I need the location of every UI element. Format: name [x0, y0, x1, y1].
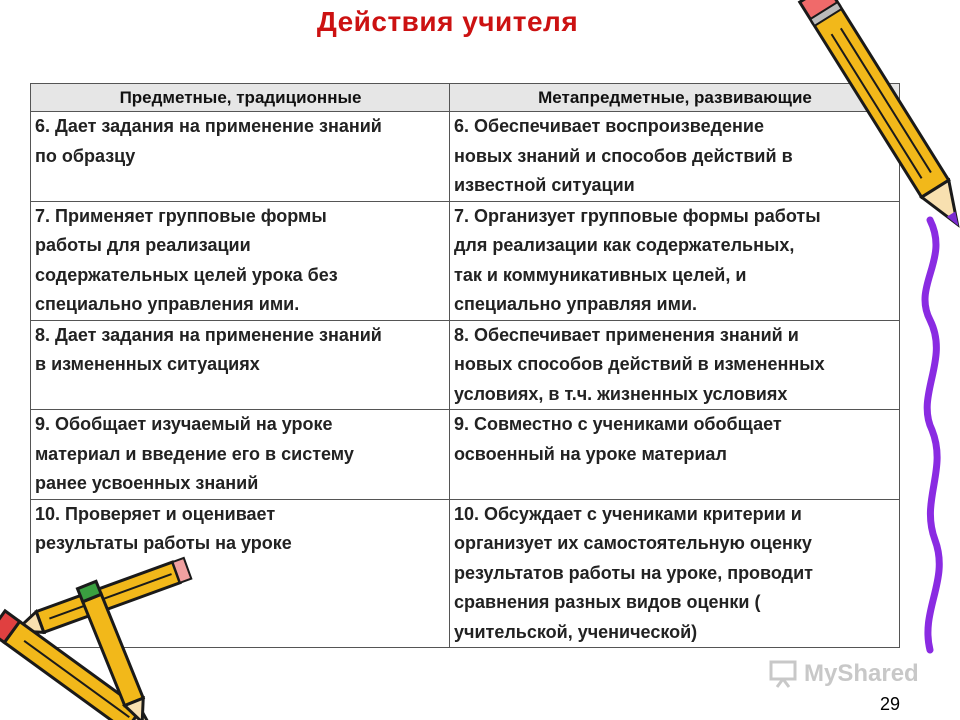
cell-text-line: 9. Совместно с учениками обобщает: [454, 414, 782, 434]
cell-text-line: работы для реализации: [35, 235, 251, 255]
myshared-logo: [768, 656, 919, 692]
cell-subject-action: [31, 410, 450, 500]
cell-metasubject-action: [450, 410, 900, 500]
cell-text-line: ранее усвоенных знаний: [35, 473, 259, 493]
cell-text-line: 7. Организует групповые формы работы: [454, 205, 821, 226]
cell-text-line: организует их самостоятельную оценку: [454, 533, 812, 553]
cell-text-line: 8. Обеспечивает применения знаний и: [454, 324, 799, 345]
cell-subject-action: [31, 320, 450, 410]
cell-text-line: 7. Применяет групповые формы: [35, 205, 327, 226]
table-row: [31, 112, 900, 202]
cell-subject-action: [31, 499, 450, 648]
cell-text-line: учительской, ученической): [454, 621, 698, 642]
cell-text-line: специально управляя ими.: [454, 294, 698, 314]
cell-text-line: сравнения разных видов оценки (: [454, 592, 761, 612]
cell-text-line: 9. Обобщает изучаемый на уроке: [35, 414, 333, 434]
cell-text-line: материал и введение его в систему: [35, 443, 354, 464]
cell-text-line: содержательных целей урока без: [35, 264, 338, 285]
cell-metasubject-action: [450, 201, 900, 320]
cell-text-line: результатов работы на уроке, проводит: [454, 562, 813, 583]
cell-subject-action: [31, 201, 450, 320]
cell-text-line: новых способов действий в измененных: [454, 354, 825, 374]
table-row: [31, 499, 900, 648]
cell-subject-action: [31, 112, 450, 202]
cell-metasubject-action: [450, 112, 900, 202]
page-number: 29: [879, 694, 900, 714]
comparison-table: [30, 83, 900, 648]
table-header-row: [31, 84, 900, 112]
cell-text-line: освоенный на уроке материал: [454, 443, 727, 464]
page-title: Действия учителя: [316, 6, 579, 37]
cell-text-line: 10. Обсуждает с учениками критерии и: [454, 503, 802, 524]
column-header-metasubject: Метапредметные, развивающие: [450, 84, 900, 112]
cell-text-line: 8. Дает задания на применение знаний: [35, 324, 382, 345]
cell-text-line: специально управления ими.: [35, 294, 300, 314]
cell-metasubject-action: [450, 499, 900, 648]
presentation-board-icon: [768, 659, 798, 689]
cell-text-line: результаты работы на уроке: [35, 533, 292, 553]
cell-text-line: условиях, в т.ч. жизненных условиях: [454, 383, 788, 404]
table-row: [31, 410, 900, 500]
cell-text-line: новых знаний и способов действий в: [454, 145, 793, 166]
column-header-subject: Предметные, традиционные: [31, 84, 450, 112]
cell-text-line: так и коммуникативных целей, и: [454, 264, 747, 285]
cell-text-line: известной ситуации: [454, 175, 635, 195]
cell-text-line: 10. Проверяет и оценивает: [35, 503, 276, 524]
cell-text-line: 6. Обеспечивает воспроизведение: [454, 116, 764, 136]
cell-metasubject-action: [450, 320, 900, 410]
table-row: [31, 320, 900, 410]
cell-text-line: для реализации как содержательных,: [454, 235, 795, 255]
cell-text-line: по образцу: [35, 145, 136, 166]
logo-text: MyShared: [804, 660, 919, 687]
table-row: [31, 201, 900, 320]
ribbon-decoration: [925, 220, 939, 650]
cell-text-line: в измененных ситуациях: [35, 354, 260, 374]
cell-text-line: 6. Дает задания на применение знаний: [35, 116, 382, 136]
